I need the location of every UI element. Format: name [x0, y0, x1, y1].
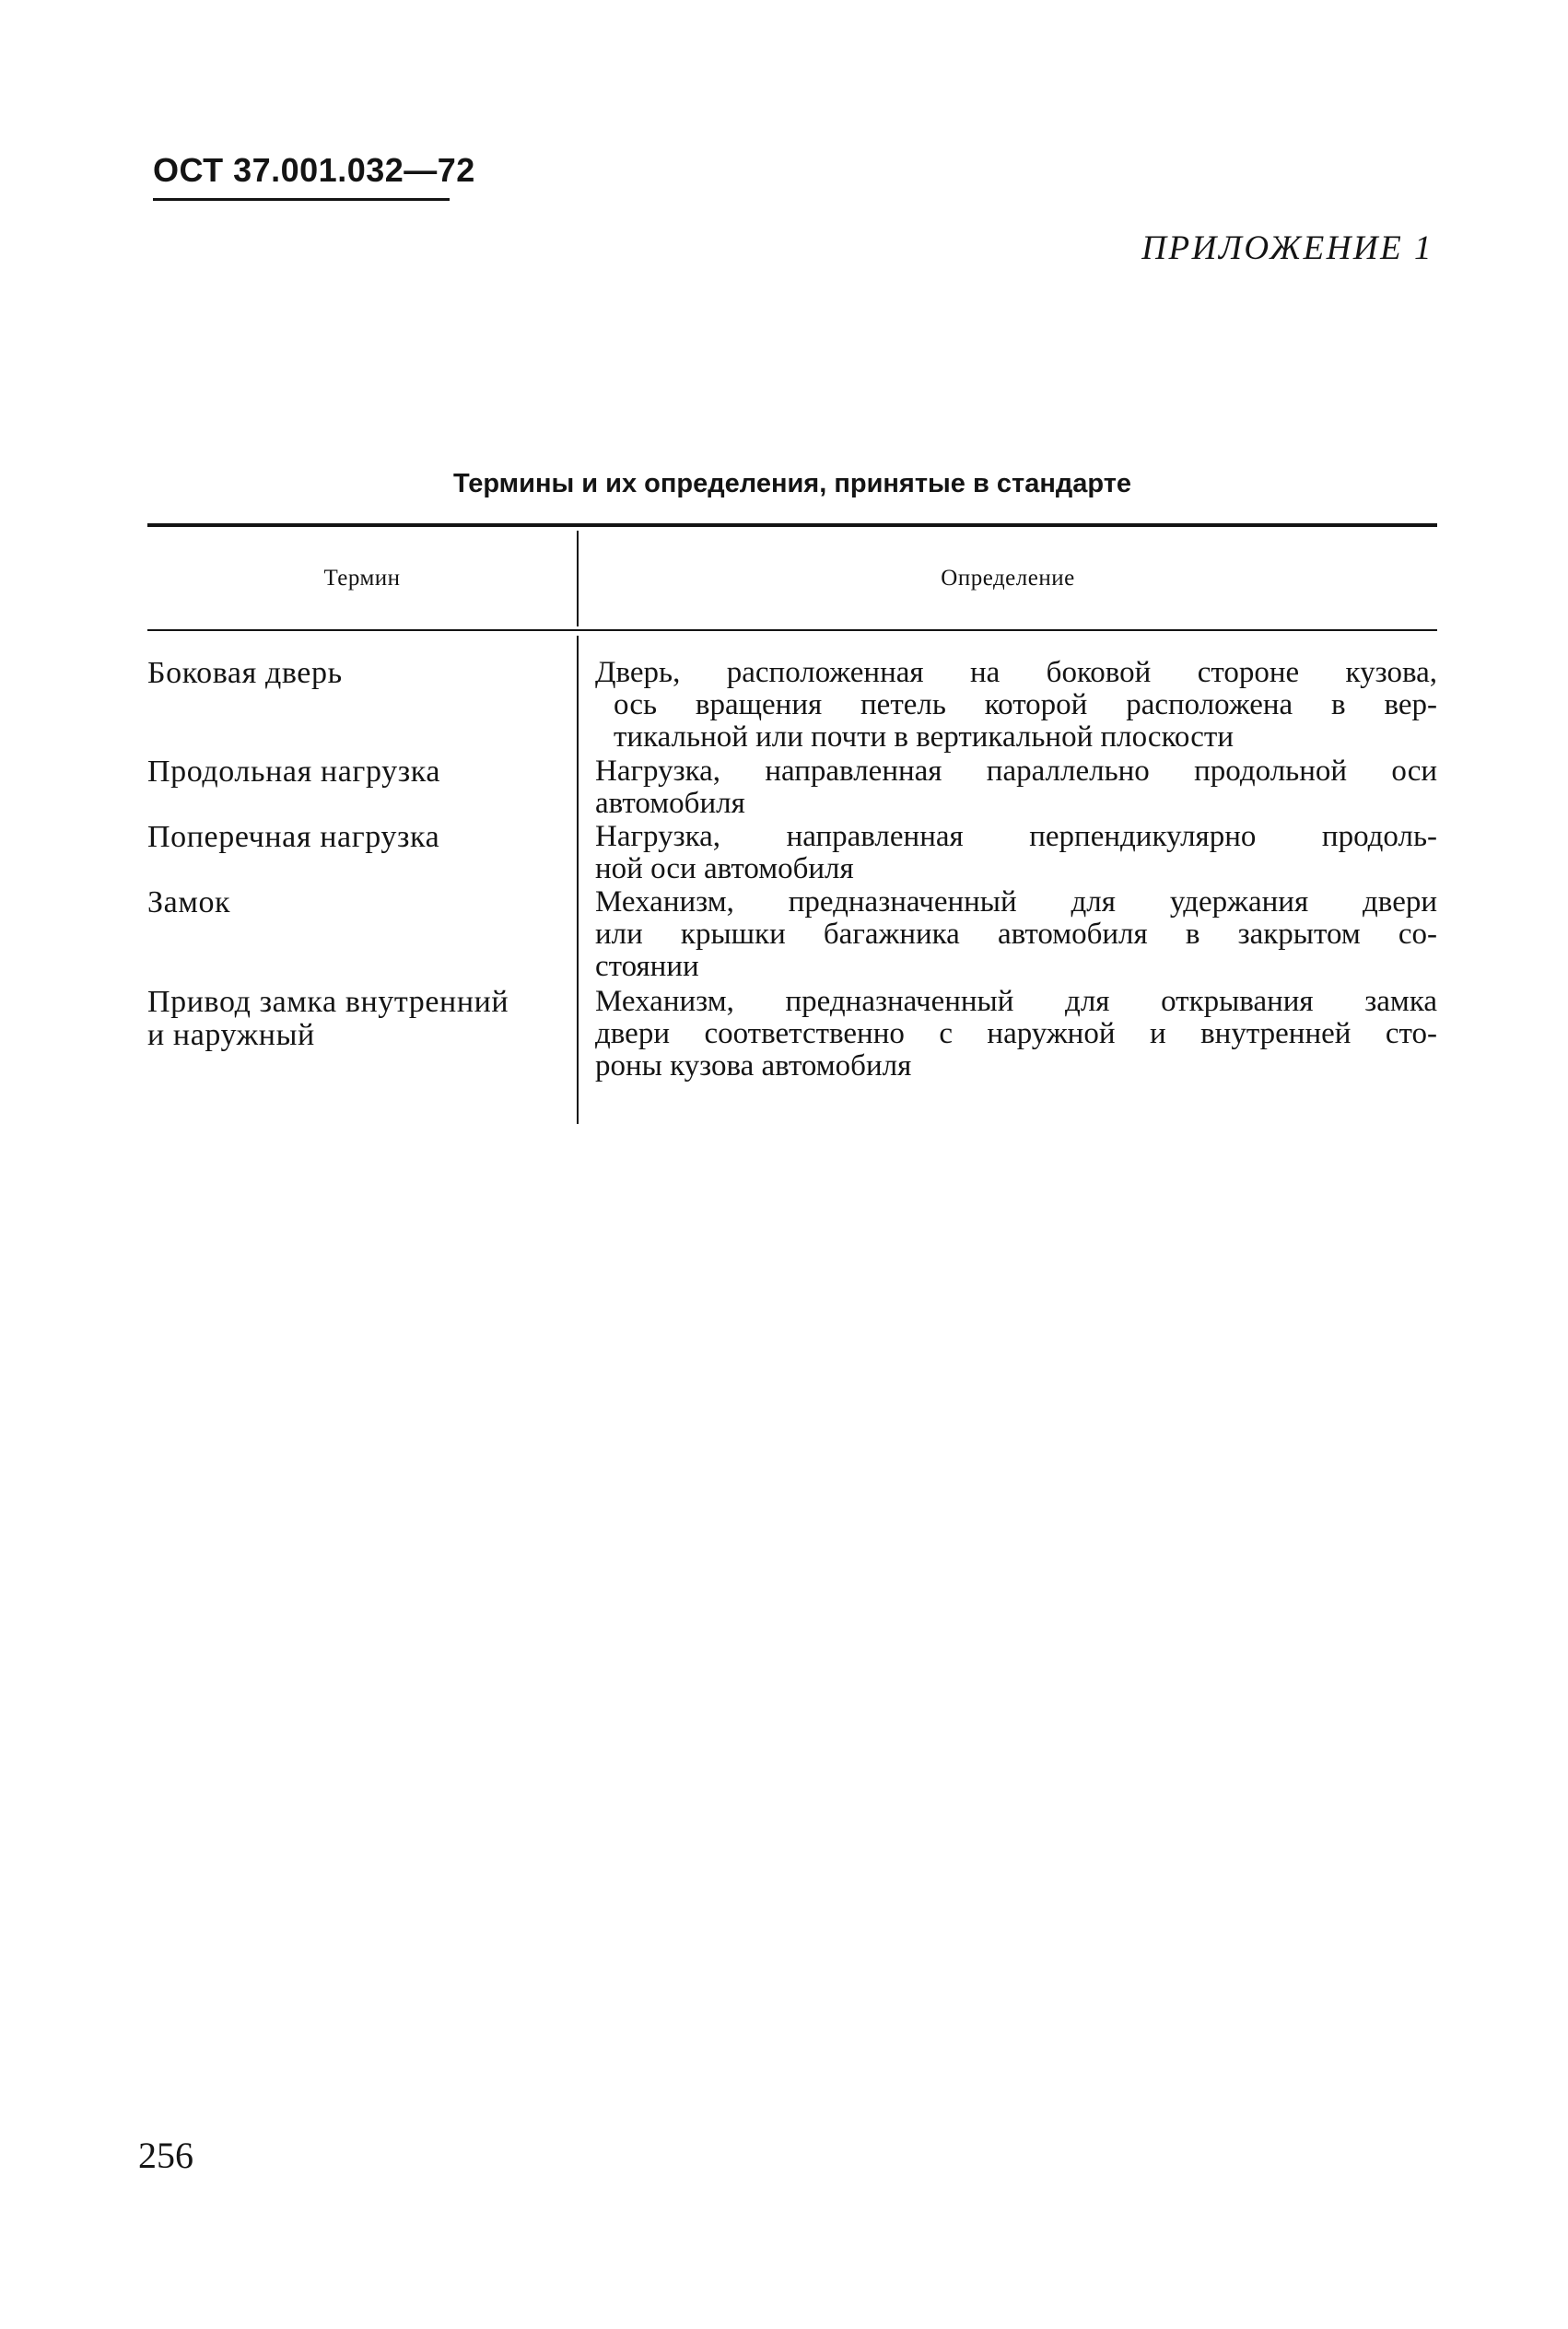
term-cell — [147, 821, 571, 854]
definition-cell — [595, 821, 1437, 885]
term-text: Поперечная нагрузка — [147, 820, 440, 854]
definition-cell — [595, 657, 1437, 754]
definition-line: автомобиля — [595, 787, 745, 820]
term-text: и наружный — [147, 1018, 315, 1052]
term-cell — [147, 755, 571, 789]
definition-line: ной оси автомобиля — [595, 852, 854, 885]
definition-line: Механизм, предназначенный для открывания замка — [595, 985, 1437, 1018]
definition-line: тикальной или почти в вертикальной плоскости — [614, 720, 1234, 754]
term-text: Боковая дверь — [147, 656, 343, 690]
column-header-term: Термин — [323, 566, 401, 591]
definition-line: Дверь, расположенная на боковой стороне кузова, — [595, 656, 1437, 689]
table-title: Термины и их определения, принятые в стандарте — [452, 469, 1132, 498]
definition-line: ось вращения петель которой расположена в вер- — [614, 688, 1437, 721]
term-cell — [147, 886, 571, 919]
term-cell — [147, 986, 571, 1052]
definition-line: Нагрузка, направленная параллельно продольной оси — [595, 755, 1437, 788]
definition-line: роны кузова автомобиля — [595, 1049, 912, 1083]
term-text: Продольная нагрузка — [147, 755, 441, 789]
definition-line: стоянии — [595, 950, 699, 983]
definition-cell — [595, 886, 1437, 983]
page-number: 256 — [138, 2135, 193, 2176]
term-text: Замок — [147, 885, 231, 919]
term-text: Привод замка внутренний — [147, 985, 509, 1019]
table-header-rule — [147, 629, 1437, 631]
definition-line: или крышки багажника автомобиля в закрытом со- — [595, 918, 1437, 951]
appendix-label: ПРИЛОЖЕНИЕ 1 — [1141, 229, 1433, 267]
term-cell — [147, 657, 571, 690]
definition-cell — [595, 755, 1437, 820]
body-column-divider — [577, 636, 579, 1124]
definition-line: двери соответственно с наружной и внутренней сто- — [595, 1017, 1437, 1050]
document-code: ОСТ 37.001.032—72 — [153, 151, 475, 189]
definition-cell — [595, 986, 1437, 1083]
table-top-rule — [147, 523, 1437, 527]
column-header-definition: Определение — [941, 566, 1075, 591]
definition-line: Нагрузка, направленная перпендикулярно продоль- — [595, 820, 1437, 853]
document-code-underline — [153, 198, 450, 201]
definition-line: Механизм, предназначенный для удержания двери — [595, 885, 1437, 919]
